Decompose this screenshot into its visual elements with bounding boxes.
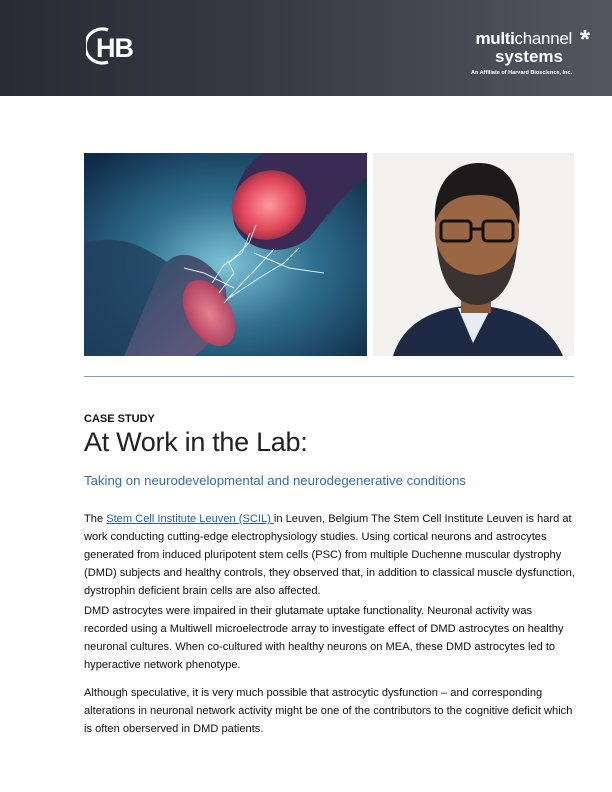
paragraph-1: [84, 510, 576, 600]
affiliate-text: An Affiliate of Harvard Bioscience, Inc.: [471, 70, 572, 76]
portrait-photo: [373, 153, 574, 356]
paragraph-1-text: in Leuven, Belgium The Stem Cell Institute Leuven is hard at work conducting cutting-edge electrophysiology studies. Using cortical neurons and astrocytes generated from induced pluripotent stem cells (PSC) from multiple Duchenne muscular dystrophy (DMD) subjects and healthy controls, they observed that, in addition to classical muscle dysfunction, dystrophin deficient brain cells are also affected.: [84, 513, 575, 597]
multichannel-systems-logo: [471, 24, 590, 76]
paragraph-1-prefix: The: [84, 513, 107, 525]
brand-line-2: systems: [494, 47, 563, 66]
hb-logo: [86, 26, 142, 66]
paragraph-2: DMD astrocytes were impaired in their glutamate uptake functionality. Neuronal activity was recorded using a Multiwell microelectrode array to investigate effect of DMD astrocytes on healthy neuronal cultures. When co-cultured with healthy neurons on MEA, these DMD astrocytes led to hyperactive network phenotype.: [84, 605, 564, 671]
page-subtitle: Taking on neurodevelopmental and neurodegenerative conditions: [84, 473, 466, 488]
page-title: At Work in the Lab:: [84, 427, 308, 457]
hb-logo-text: HB: [96, 33, 133, 63]
asterisk-icon: *: [579, 24, 590, 54]
page-header: [0, 0, 612, 96]
brand-line-1: [471, 30, 572, 48]
paragraph-3: Although speculative, it is very much possible that astrocytic dysfunction – and corresponding alterations in neuronal network activity might be one of the contributors to the cognitive deficit which is often oberserved in DMD patients.: [84, 687, 573, 735]
case-study-label: CASE STUDY: [84, 413, 155, 425]
scil-link[interactable]: Stem Cell Institute Leuven (SCIL): [106, 513, 274, 525]
section-divider: [84, 376, 574, 377]
synapse-illustration: [84, 153, 367, 356]
brand-multi: multi: [475, 29, 515, 48]
brand-channel: channel: [514, 29, 572, 48]
